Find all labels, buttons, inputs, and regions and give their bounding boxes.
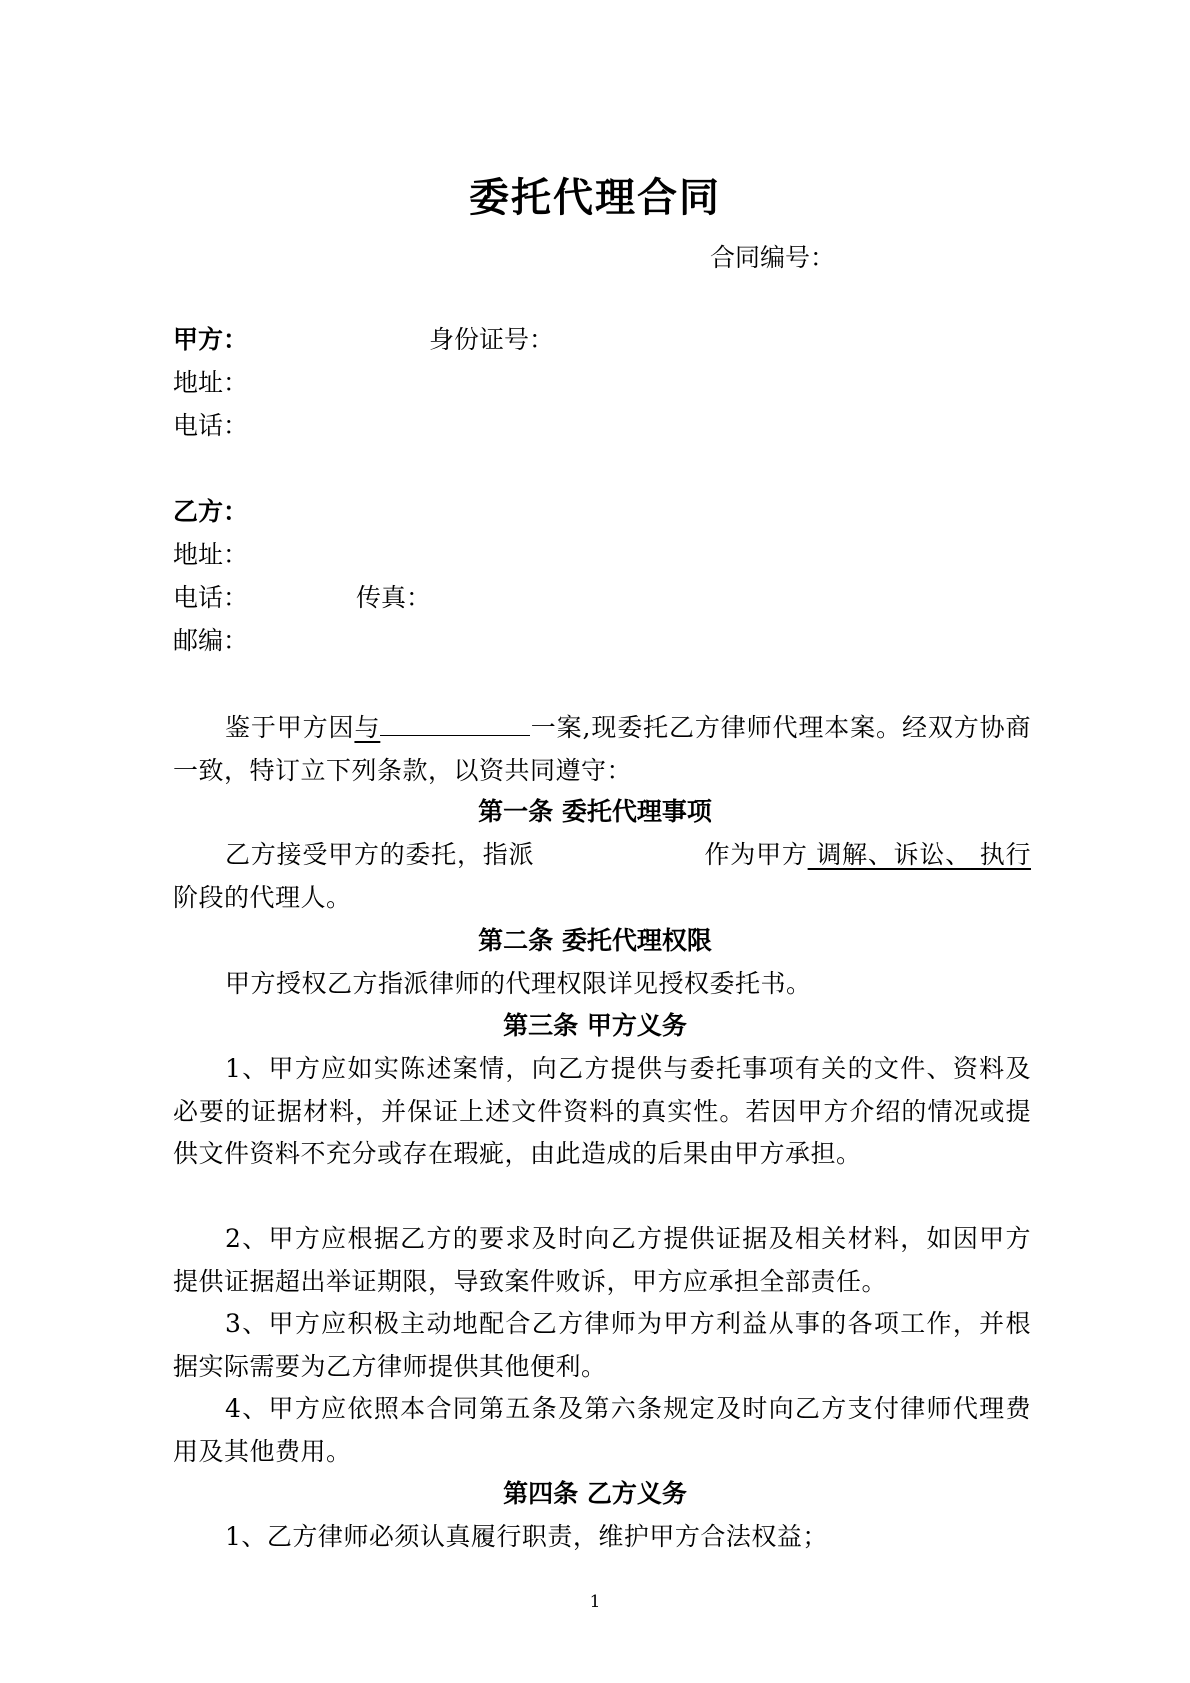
preamble-paragraph bbox=[173, 707, 1031, 792]
party-b-fax-label: 传真： bbox=[356, 583, 432, 612]
preamble-with: 与 bbox=[354, 713, 381, 742]
article-4-heading: 第四条 乙方义务 bbox=[503, 1479, 687, 1508]
page-number: 1 bbox=[589, 1592, 601, 1612]
party-a-id-label: 身份证号： bbox=[429, 325, 555, 354]
article-3-item-2: 2、甲方应根据乙方的要求及时向乙方提供证据及相关材料，如因甲方提供证据超出举证期限，导致案件败诉，甲方应承担全部责任。 bbox=[173, 1224, 1031, 1296]
preamble-text-2: 一案,现委托乙方律师代理本案。经双方协商一致，特订立下列条款，以资共同遵守： bbox=[173, 713, 1031, 785]
party-b-label: 乙方： bbox=[173, 497, 249, 526]
party-b-phone-label: 电话： bbox=[173, 583, 249, 612]
preamble-text-1: 鉴于甲方因 bbox=[225, 713, 355, 742]
contract-number-label: 合同编号： bbox=[710, 243, 836, 272]
party-a-address-label: 地址： bbox=[173, 368, 249, 397]
article-1-stages-1: 调解、诉讼、 bbox=[807, 840, 971, 869]
article-1-text-1: 乙方接受甲方的委托，指派 bbox=[225, 840, 535, 869]
party-a-label: 甲方： bbox=[173, 325, 249, 354]
opponent-blank bbox=[380, 707, 530, 736]
article-3-item-1: 1、甲方应如实陈述案情，向乙方提供与委托事项有关的文件、资料及必要的证据材料，并保证上述文件资料的真实性。若因甲方介绍的情况或提供文件资料不充分或存在瑕疵，由此造成的后果由甲方承担。 bbox=[173, 1054, 1031, 1168]
article-2-heading: 第二条 委托代理权限 bbox=[478, 926, 712, 955]
article-4-item-1: 1、乙方律师必须认真履行职责，维护甲方合法权益； bbox=[225, 1522, 828, 1551]
article-1-text-2: 作为甲方 bbox=[704, 840, 808, 869]
article-1-text-3: 阶段的代理人。 bbox=[173, 882, 352, 912]
party-a-phone-label: 电话： bbox=[173, 411, 249, 440]
article-1-paragraph bbox=[173, 834, 1031, 919]
article-1-stages-2: 执行 bbox=[970, 840, 1031, 869]
party-b-address-label: 地址： bbox=[173, 540, 249, 569]
article-3-heading: 第三条 甲方义务 bbox=[503, 1011, 687, 1040]
article-3-item-4: 4、甲方应依照本合同第五条及第六条规定及时向乙方支付律师代理费用及其他费用。 bbox=[173, 1394, 1031, 1466]
article-2-paragraph: 甲方授权乙方指派律师的代理权限详见授权委托书。 bbox=[225, 969, 812, 998]
party-b-postcode-label: 邮编： bbox=[173, 626, 249, 655]
document-title: 委托代理合同 bbox=[469, 174, 721, 221]
article-3-item-3: 3、甲方应积极主动地配合乙方律师为甲方利益从事的各项工作，并根据实际需要为乙方律师提供其他便利。 bbox=[173, 1309, 1031, 1381]
article-1-heading: 第一条 委托代理事项 bbox=[478, 797, 712, 826]
